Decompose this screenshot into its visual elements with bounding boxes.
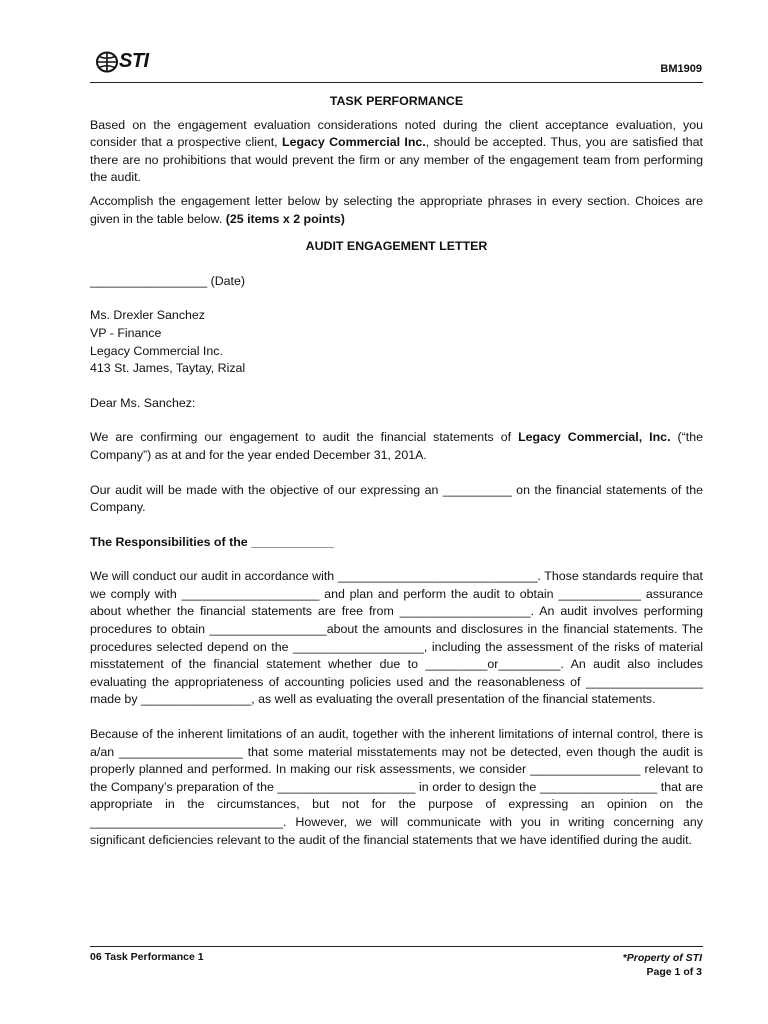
footer-course-label: 06 Task Performance 1	[90, 951, 204, 963]
footer-divider	[90, 946, 703, 947]
letter-paragraph-2: Our audit will be made with the objective of our expressing an __________ on the financial statements of the Company.	[90, 482, 703, 515]
intro-paragraph-2: Accomplish the engagement letter below by selecting the appropriate phrases in every section. Choices are given in the table below. (25 items x 2 points)	[90, 193, 703, 226]
date-line: _________________ (Date)	[90, 273, 246, 288]
salutation: Dear Ms. Sanchez:	[90, 395, 196, 410]
address-line: VP - Finance	[90, 325, 162, 340]
sti-logo	[95, 50, 149, 73]
footer-property-note: *Property of STI	[622, 952, 702, 964]
points-note: (25 items x 2 points)	[225, 211, 345, 226]
logo-text: STI	[119, 50, 149, 72]
letter-title: AUDIT ENGAGEMENT LETTER	[305, 239, 488, 254]
letter-paragraph-3: We will conduct our audit in accordance with _____________________________. Those standards require that we comply with ____________________ and plan and perform the audit to obtain ____________ assurance about whether the financial statements are free from ___________________. An audit involves performing procedures to obtain _________________about the amounts and disclosures in the financial statements. The procedures selected depend on the ___________________, including the assessment of the risks of material misstatement of the financial statement whether due to _________or_________. An audit also includes evaluating the appropriateness of accounting policies used and the reasonableness of _________________ made by ________________, as well as evaluating the overall presentation of the financial statements.	[90, 569, 703, 707]
page-title: TASK PERFORMANCE	[329, 94, 464, 108]
responsibilities-heading: The Responsibilities of the ____________	[90, 534, 334, 549]
client-name: Legacy Commercial Inc.	[282, 135, 426, 150]
address-line: Legacy Commercial Inc.	[90, 343, 223, 358]
address-line: 413 St. James, Taytay, Rizal	[90, 361, 246, 376]
page-number: Page 1 of 3	[646, 966, 702, 978]
address-line: Ms. Drexler Sanchez	[90, 308, 205, 323]
letter-paragraph-1: We are confirming our engagement to audit the financial statements of Legacy Commercial, Inc. (“the Company”) as at and for the year ended December 31, 201A.	[90, 430, 704, 462]
footer-right	[623, 951, 702, 979]
company-name: Legacy Commercial, Inc.	[518, 430, 671, 445]
letter-paragraph-4: Because of the inherent limitations of an audit, together with the inherent limitations of internal control, there is a/an __________________ that some material misstatements may not be detected, even though the audit is properly planned and performed. In making our risk assessments, we consider ________________ relevant to the Company’s preparation of the ____________________ in order to design the _________________ that are appropriate in the circumstances, but not for the purpose of expressing an opinion on the ____________________________. However, we will communicate with you in writing concerning any significant deficiencies relevant to the audit of the financial statements that we have identified during the audit.	[90, 727, 703, 847]
sti-globe-icon	[95, 51, 119, 73]
document-body	[90, 93, 703, 849]
header-divider	[90, 82, 703, 83]
intro-paragraph-1: Based on the engagement evaluation considerations noted during the client acceptance evaluation, you consider that a prospective client, Legacy Commercial Inc., should be accepted. Thus, you are satisfied that there are no prohibitions that would prevent the firm or any member of the engagement team from performing the audit.	[90, 117, 703, 185]
recipient-address	[90, 307, 703, 377]
document-number: BM1909	[660, 63, 702, 75]
